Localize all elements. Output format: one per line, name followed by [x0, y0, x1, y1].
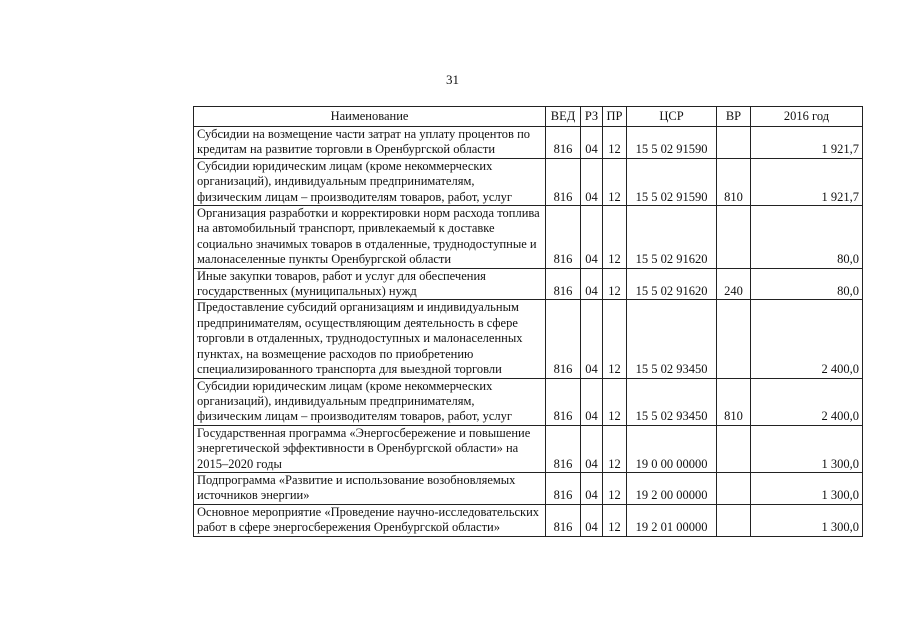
cell-rz: 04 — [581, 504, 603, 536]
cell-ved: 816 — [546, 158, 581, 205]
table-row — [194, 425, 863, 472]
cell-rz: 04 — [581, 378, 603, 425]
table-body — [194, 127, 863, 537]
cell-vr: 810 — [717, 378, 751, 425]
cell-vr: 810 — [717, 158, 751, 205]
cell-csr: 15 5 02 91590 — [627, 127, 717, 159]
cell-rz: 04 — [581, 127, 603, 159]
cell-rz: 04 — [581, 268, 603, 300]
cell-ved: 816 — [546, 425, 581, 472]
cell-rz: 04 — [581, 472, 603, 504]
cell-csr: 19 2 00 00000 — [627, 472, 717, 504]
cell-csr: 15 5 02 91590 — [627, 158, 717, 205]
cell-pr: 12 — [603, 378, 627, 425]
cell-vr — [717, 127, 751, 159]
cell-rz: 04 — [581, 300, 603, 378]
cell-ved: 816 — [546, 300, 581, 378]
cell-pr: 12 — [603, 158, 627, 205]
cell-ved: 816 — [546, 206, 581, 269]
cell-csr: 19 0 00 00000 — [627, 425, 717, 472]
cell-pr: 12 — [603, 206, 627, 269]
cell-rz: 04 — [581, 158, 603, 205]
header-vr: ВР — [717, 107, 751, 127]
cell-csr: 15 5 02 93450 — [627, 300, 717, 378]
cell-ved: 816 — [546, 127, 581, 159]
table-row — [194, 268, 863, 300]
table-row — [194, 300, 863, 378]
cell-vr: 240 — [717, 268, 751, 300]
table-row — [194, 378, 863, 425]
header-row — [194, 107, 863, 127]
cell-name: Иные закупки товаров, работ и услуг для обеспечения государственных (муниципальных) нужд — [194, 268, 546, 300]
cell-ved: 816 — [546, 504, 581, 536]
table-row — [194, 206, 863, 269]
table-row — [194, 504, 863, 536]
cell-rz: 04 — [581, 206, 603, 269]
table-row — [194, 127, 863, 159]
header-year: 2016 год — [751, 107, 863, 127]
cell-vr — [717, 425, 751, 472]
cell-pr: 12 — [603, 472, 627, 504]
table-row — [194, 472, 863, 504]
cell-csr: 19 2 01 00000 — [627, 504, 717, 536]
cell-ved: 816 — [546, 268, 581, 300]
cell-amount: 1 300,0 — [751, 425, 863, 472]
cell-amount: 1 921,7 — [751, 158, 863, 205]
header-csr: ЦСР — [627, 107, 717, 127]
page-number: 31 — [446, 72, 459, 87]
cell-vr — [717, 300, 751, 378]
cell-name: Субсидии юридическим лицам (кроме некоммерческих организаций), индивидуальным предпринимателям, физическим лицам – производителям товаров, работ, услуг — [194, 378, 546, 425]
cell-amount: 80,0 — [751, 268, 863, 300]
cell-vr — [717, 472, 751, 504]
cell-name: Основное мероприятие «Проведение научно-исследовательских работ в сфере энергосбережения Оренбургской области» — [194, 504, 546, 536]
header-pr: ПР — [603, 107, 627, 127]
cell-pr: 12 — [603, 268, 627, 300]
cell-rz: 04 — [581, 425, 603, 472]
cell-amount: 1 921,7 — [751, 127, 863, 159]
cell-pr: 12 — [603, 425, 627, 472]
cell-pr: 12 — [603, 504, 627, 536]
cell-name: Государственная программа «Энергосбережение и повышение энергетической эффективности в Оренбургской области» на 2015–2020 годы — [194, 425, 546, 472]
header-rz: РЗ — [581, 107, 603, 127]
cell-pr: 12 — [603, 127, 627, 159]
cell-csr: 15 5 02 93450 — [627, 378, 717, 425]
cell-ved: 816 — [546, 472, 581, 504]
cell-csr: 15 5 02 91620 — [627, 268, 717, 300]
cell-name: Субсидии на возмещение части затрат на уплату процентов по кредитам на развитие торговли в Оренбургской области — [194, 127, 546, 159]
cell-amount: 2 400,0 — [751, 300, 863, 378]
header-ved: ВЕД — [546, 107, 581, 127]
cell-vr — [717, 504, 751, 536]
cell-amount: 1 300,0 — [751, 504, 863, 536]
cell-pr: 12 — [603, 300, 627, 378]
budget-table — [193, 106, 863, 537]
cell-amount: 80,0 — [751, 206, 863, 269]
cell-amount: 2 400,0 — [751, 378, 863, 425]
cell-name: Подпрограмма «Развитие и использование возобновляемых источников энергии» — [194, 472, 546, 504]
cell-vr — [717, 206, 751, 269]
header-name: Наименование — [194, 107, 546, 127]
cell-csr: 15 5 02 91620 — [627, 206, 717, 269]
table-row — [194, 158, 863, 205]
cell-name: Субсидии юридическим лицам (кроме некоммерческих организаций), индивидуальным предпринимателям, физическим лицам – производителям товаров, работ, услуг — [194, 158, 546, 205]
cell-amount: 1 300,0 — [751, 472, 863, 504]
cell-name: Организация разработки и корректировки норм расхода топлива на автомобильный транспорт, привлекаемый к доставке социально значимых товаров в отдаленные, труднодоступные и малонаселенные пункты Оренбургской области — [194, 206, 546, 269]
cell-ved: 816 — [546, 378, 581, 425]
cell-name: Предоставление субсидий организациям и индивидуальным предпринимателям, осуществляющим деятельность в сфере торговли в отдаленных, труднодоступных и малонаселенных пунктах, на возмещение расходов по приобретению специализированного транспорта для выездной торговли — [194, 300, 546, 378]
